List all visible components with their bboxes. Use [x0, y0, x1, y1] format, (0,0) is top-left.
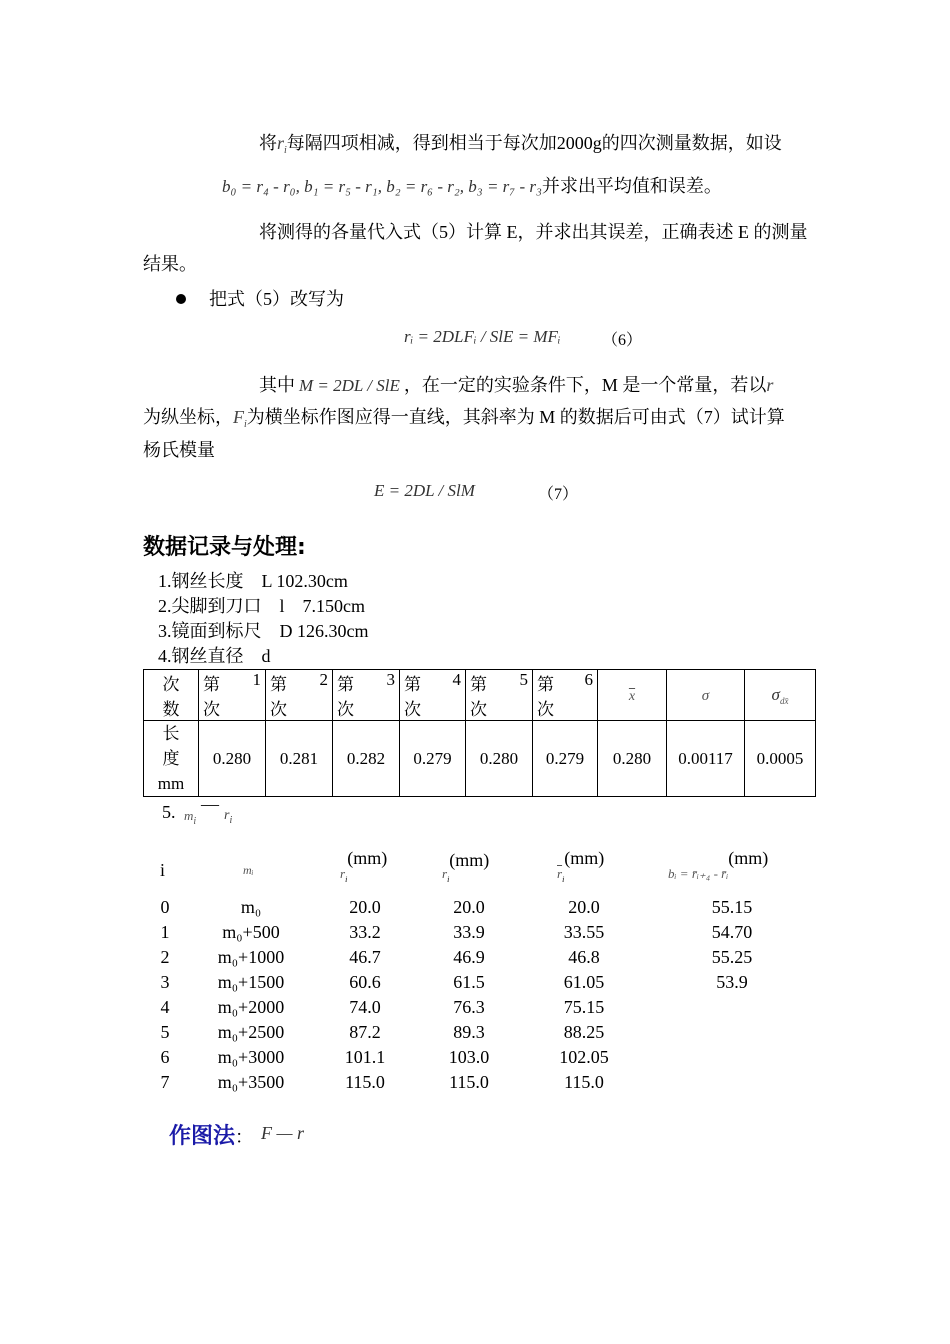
- table-cell-r1: 60.6: [349, 972, 381, 992]
- table-cell-r1: 87.2: [349, 1022, 381, 1042]
- header-cell-mean: $\overline{x}$: [598, 670, 667, 721]
- paragraph-2-line-2: 结果。: [143, 254, 197, 274]
- paragraph-4-line-1: 其中 M = 2DL / SlE ，在一定的实验条件下，M 是一个常量，若以r: [259, 375, 774, 395]
- table-cell-r2: 33.9: [453, 922, 485, 942]
- table-cell-r1: 115.0: [345, 1072, 385, 1092]
- table-cell-i: 0: [160, 897, 170, 917]
- table-cell-m: m₀+2000: [217, 997, 285, 1017]
- measurement-item: 4.钢丝直径 d: [158, 646, 271, 666]
- header-cell: 第 2 次: [266, 670, 333, 721]
- header-cell: 第 3 次: [333, 670, 400, 721]
- table-cell-r2: 61.5: [453, 972, 485, 992]
- table-cell-b: 55.25: [711, 947, 753, 967]
- value-cell: 0.280: [466, 721, 533, 797]
- equation-7: E = 2DL / SlM: [374, 481, 475, 500]
- table-cell-ravg: 115.0: [564, 1072, 604, 1092]
- table-cell-i: 5: [160, 1022, 170, 1042]
- table-cell-i: 4: [160, 997, 170, 1017]
- table-cell-i: 6: [160, 1047, 170, 1067]
- value-cell: 0.281: [266, 721, 333, 797]
- table-cell-ravg: 33.55: [563, 922, 605, 942]
- table-cell-i: 2: [160, 947, 170, 967]
- header-cell: 第 4 次: [400, 670, 466, 721]
- value-cell: 0.280: [199, 721, 266, 797]
- table-row: [144, 721, 816, 797]
- table-cell-i: 1: [160, 922, 170, 942]
- table-cell-r1: 74.0: [349, 997, 381, 1017]
- b-formula: b₀ = r₄ - r₀, b₁ = r₅ - r₁, b₂ = r₆ - r₂, b₃ = r₇ - r₃: [222, 177, 542, 196]
- measurement-item: 3.镜面到标尺 D 126.30cm: [158, 621, 369, 641]
- item-5-r: $r_i$: [224, 808, 233, 826]
- table-cell-m: m₀+3000: [217, 1047, 285, 1067]
- table-cell-m: m₀+500: [222, 922, 280, 942]
- table-cell-r2: 89.3: [453, 1022, 485, 1042]
- header-cell: 次 数: [144, 670, 199, 721]
- section-title: 数据记录与处理:: [143, 535, 306, 560]
- table-cell-ravg: 102.05: [559, 1047, 609, 1067]
- table-cell-r1: 20.0: [349, 897, 381, 917]
- header-cell: 第 6 次: [533, 670, 598, 721]
- item-5-dash: —: [201, 794, 219, 814]
- header-cell-sigma-mean: $\sigma_{dx̄}$: [745, 670, 816, 721]
- table-header-row: [144, 670, 816, 721]
- bullet-text: 把式（5）改写为: [209, 289, 344, 309]
- measurement-item: 1.钢丝长度 L 102.30cm: [158, 571, 348, 591]
- table-cell-m: m₀+1500: [217, 972, 285, 992]
- table-cell-r2: 76.3: [453, 997, 485, 1017]
- table-cell-r1: 101.1: [344, 1047, 386, 1067]
- table-cell-m: m₀: [240, 897, 262, 917]
- value-cell: 0.282: [333, 721, 400, 797]
- table-cell-r2: 46.9: [453, 947, 485, 967]
- measurement-list: [158, 569, 369, 669]
- col-header-i: i: [160, 860, 166, 880]
- table-cell-m: m₀+2500: [217, 1022, 285, 1042]
- item-5-m: $m_i$: [184, 808, 197, 827]
- plot-method-formula: F — r: [261, 1123, 305, 1143]
- value-cell: 0.279: [533, 721, 598, 797]
- table-cell-r2: 103.0: [448, 1047, 490, 1067]
- paragraph-1-line-2: b₀ = r₄ - r₀, b₁ = r₅ - r₁, b₂ = r₆ - r₂, b₃ = r₇ - r₃并求出平均值和误差。: [222, 176, 722, 196]
- table-cell-ravg: 20.0: [568, 897, 600, 917]
- header-cell-sigma: σ: [667, 670, 745, 721]
- col-header-b: $_{bᵢ = r̄ᵢ_{+4} - r̄ᵢ}$(mm): [668, 848, 769, 881]
- r-i-symbol: $r_i$: [277, 133, 287, 156]
- value-cell: 0.280: [598, 721, 667, 797]
- table-cell-i: 7: [160, 1072, 170, 1092]
- value-cell: 0.0005: [745, 721, 816, 797]
- equation-7-number: （7）: [538, 486, 579, 503]
- paragraph-1-line-1: 将$r_i$每隔四项相减，得到相当于每次加2000g的四次测量数据，如设: [259, 133, 782, 156]
- table-cell-r1: 33.2: [349, 922, 381, 942]
- table-cell-r2: 20.0: [453, 897, 485, 917]
- col-header-m: mᵢ: [243, 863, 254, 877]
- paragraph-4-line-3: 杨氏模量: [143, 440, 215, 460]
- table-cell-ravg: 88.25: [563, 1022, 605, 1042]
- header-cell: 第 5 次: [466, 670, 533, 721]
- col-header-r-plus: $_{ri}$(mm): [340, 848, 388, 884]
- paragraph-2-line-1: 将测得的各量代入式（5）计算 E，并求出其误差，正确表述 E 的测量: [259, 222, 808, 242]
- equation-6-number: （6）: [602, 332, 643, 349]
- table-cell-m: m₀+1000: [217, 947, 285, 967]
- table-cell-ravg: 61.05: [563, 972, 605, 992]
- table-cell-b: 54.70: [711, 922, 753, 942]
- paragraph-4-line-2: 为纵坐标，$F_i$为横坐标作图应得一直线，其斜率为 M 的数据后可由式（7）试计算: [143, 407, 785, 430]
- col-header-r-minus: $_{ri}$(mm): [442, 850, 490, 884]
- plot-method-heading: 作图法：: [169, 1124, 254, 1149]
- diameter-table: [143, 669, 816, 797]
- value-cell: 0.279: [400, 721, 466, 797]
- table-cell-b: 55.15: [711, 897, 753, 917]
- table-cell-ravg: 75.15: [563, 997, 605, 1017]
- table-cell-i: 3: [160, 972, 170, 992]
- measurement-item: 2.尖脚到刀口 l 7.150cm: [158, 596, 365, 616]
- item-5-label: 5.: [162, 802, 176, 822]
- table-cell-r1: 46.7: [349, 947, 381, 967]
- equation-6: rᵢ = 2DLFᵢ / SlE = MFᵢ: [404, 327, 561, 346]
- table-cell-m: m₀+3500: [217, 1072, 285, 1092]
- bullet-icon: [176, 294, 186, 304]
- table-cell-b: 53.9: [716, 972, 748, 992]
- row-label-cell: 长 度 mm: [144, 721, 199, 797]
- header-cell: 第 1 次: [199, 670, 266, 721]
- table-cell-r2: 115.0: [449, 1072, 489, 1092]
- value-cell: 0.00117: [667, 721, 745, 797]
- col-header-r-avg: $_{\overline{r}i}$(mm): [557, 848, 605, 884]
- table-cell-ravg: 46.8: [568, 947, 600, 967]
